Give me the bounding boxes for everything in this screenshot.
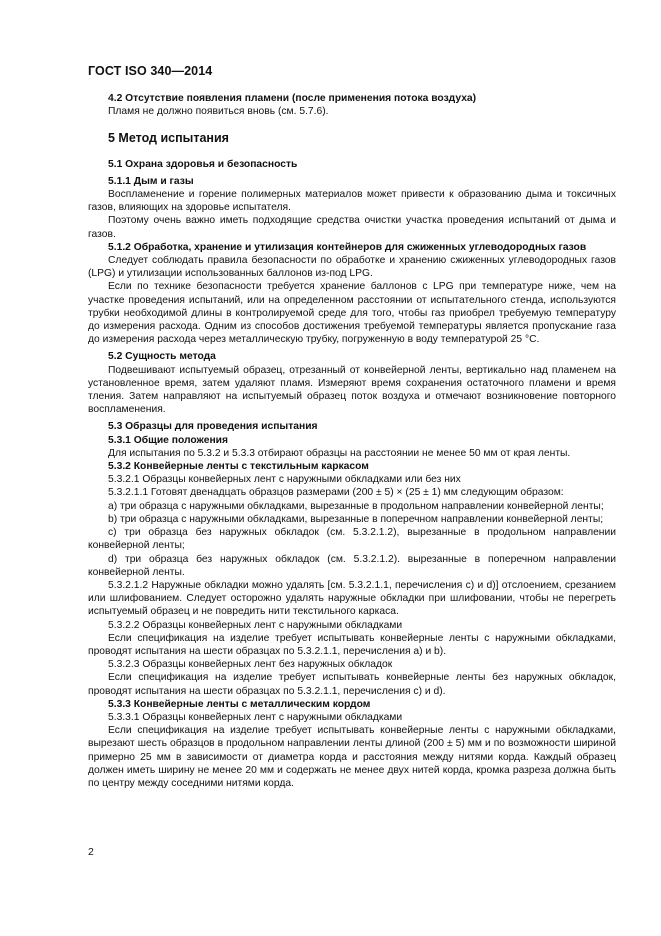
list-item: b) три образца с наружными обкладками, вырезанные в поперечном направлении конвейерной ленты;: [108, 513, 604, 525]
list-item: d) три образца без наружных обкладок (см. 5.3.2.1.2). вырезанные в поперечном направлении конвейерной ленты.: [88, 553, 616, 578]
body-paragraph: Подвешивают испытуемый образец, отрезанный от конвейерной ленты, вертикально над пламенем на установленное время, затем удаляют пламя. Измеряют время сохранения остаточного пламени и время тления. Затем направляют на испытуемый образец поток воздуха и отмечают возникновение повторного воспламенения.: [88, 364, 616, 416]
section-heading: 5 Метод испытания: [108, 131, 229, 146]
list-item: a) три образца с наружными обкладками, вырезанные в продольном направлении конвейерной ленты;: [108, 500, 604, 512]
clause-heading: 5.3.2 Конвейерные ленты с текстильным каркасом: [108, 461, 369, 473]
body-paragraph: Поэтому очень важно иметь подходящие средства очистки участка проведения испытаний от дыма и газов.: [88, 215, 616, 240]
body-paragraph: 5.3.2.1.2 Наружные обкладки можно удалять [см. 5.3.2.1.1, перечисления с) и d)] отслоением, срезанием или шлифованием. Следует осторожно удалять наружные обкладки при шлифовании, чтобы не перегреть испытуемый образец и не повредить нити текстильного каркаса.: [88, 579, 616, 618]
clause-heading: 5.1.1 Дым и газы: [108, 175, 194, 187]
document-body: [88, 92, 616, 790]
body-paragraph: Если спецификация на изделие требует испытывать конвейерные ленты с наружными обкладками, вырезают шесть образцов в продольном направлении ленты длиной (200 ± 5) мм и по возможности шириной примерно 25 мм в зависимости от диаметра корда и расстояния между нитями корда. Каждый образец должен иметь ширину не менее 20 мм и содержать не менее двух нитей корда, кромка разреза должна быть по центру между соседними нитями корда.: [88, 725, 616, 789]
body-paragraph: Воспламенение и горение полимерных материалов может привести к образованию дыма и токсичных газов, влияющих на здоровье испытателя.: [88, 189, 616, 214]
body-paragraph: 5.3.2.2 Образцы конвейерных лент с наружными обкладками: [108, 619, 403, 631]
clause-heading: 5.3 Образцы для проведения испытания: [108, 421, 318, 433]
clause-heading: 5.2 Сущность метода: [108, 351, 216, 363]
body-paragraph: Если по технике безопасности требуется хранение баллонов с LPG при температуре ниже, чем на участке проведения испытаний, или на определенном расстоянии от испытательного стенда, используются трубки необходимой длины в контролируемой среде для того, чтобы газ приобрел требуемую температуру до измерения расхода. Одним из способов достижения требуемой температуры является пропускание газа до измерения расхода через металлическую трубку, погруженную в воду температурой 25 °С.: [88, 281, 616, 346]
body-paragraph: Для испытания по 5.3.2 и 5.3.3 отбирают образцы на расстоянии не менее 50 мм от края ленты.: [108, 447, 571, 459]
body-paragraph: Следует соблюдать правила безопасности по обработке и хранению сжиженных углеводородных газов (LPG) и утилизации использованных баллонов из-под LPG.: [88, 255, 616, 280]
body-paragraph: Если спецификация на изделие требует испытывать конвейерные ленты без наружных обкладок, проводят испытания на шести образцах по 5.3.2.1.1, перечисления с) и d).: [88, 672, 616, 697]
body-paragraph: 5.3.2.1.1 Готовят двенадцать образцов размерами (200 ± 5) × (25 ± 1) мм следующим образом:: [108, 487, 564, 499]
body-paragraph: 5.3.2.1 Образцы конвейерных лент с наружными обкладками или без них: [108, 474, 461, 486]
clause-heading: 5.1 Охрана здоровья и безопасность: [108, 158, 298, 170]
clause-heading: 5.3.1 Общие положения: [108, 434, 228, 446]
body-paragraph: Пламя не должно появиться вновь (см. 5.7.6).: [108, 106, 329, 118]
body-paragraph: 5.3.2.3 Образцы конвейерных лент без наружных обкладок: [108, 659, 393, 671]
list-item: c) три образца без наружных обкладок (см. 5.3.2.1.2), вырезанные в продольном направлении конвейерной ленты;: [88, 527, 616, 552]
clause-heading: 4.2 Отсутствие появления пламени (после применения потока воздуха): [108, 93, 477, 104]
page-number: 2: [88, 846, 94, 858]
body-paragraph: 5.3.3.1 Образцы конвейерных лент с наружными обкладками: [108, 711, 403, 723]
document-header: ГОСТ ISO 340—2014: [88, 64, 213, 78]
body-paragraph: Если спецификация на изделие требует испытывать конвейерные ленты с наружными обкладками, проводят испытания на шести образцах по 5.3.2.1.1, перечисления а) и b).: [88, 632, 616, 657]
clause-heading: 5.3.3 Конвейерные ленты с металлическим кордом: [108, 698, 371, 710]
clause-heading: 5.1.2 Обработка, хранение и утилизация контейнеров для сжиженных углеводородных газов: [108, 241, 587, 253]
